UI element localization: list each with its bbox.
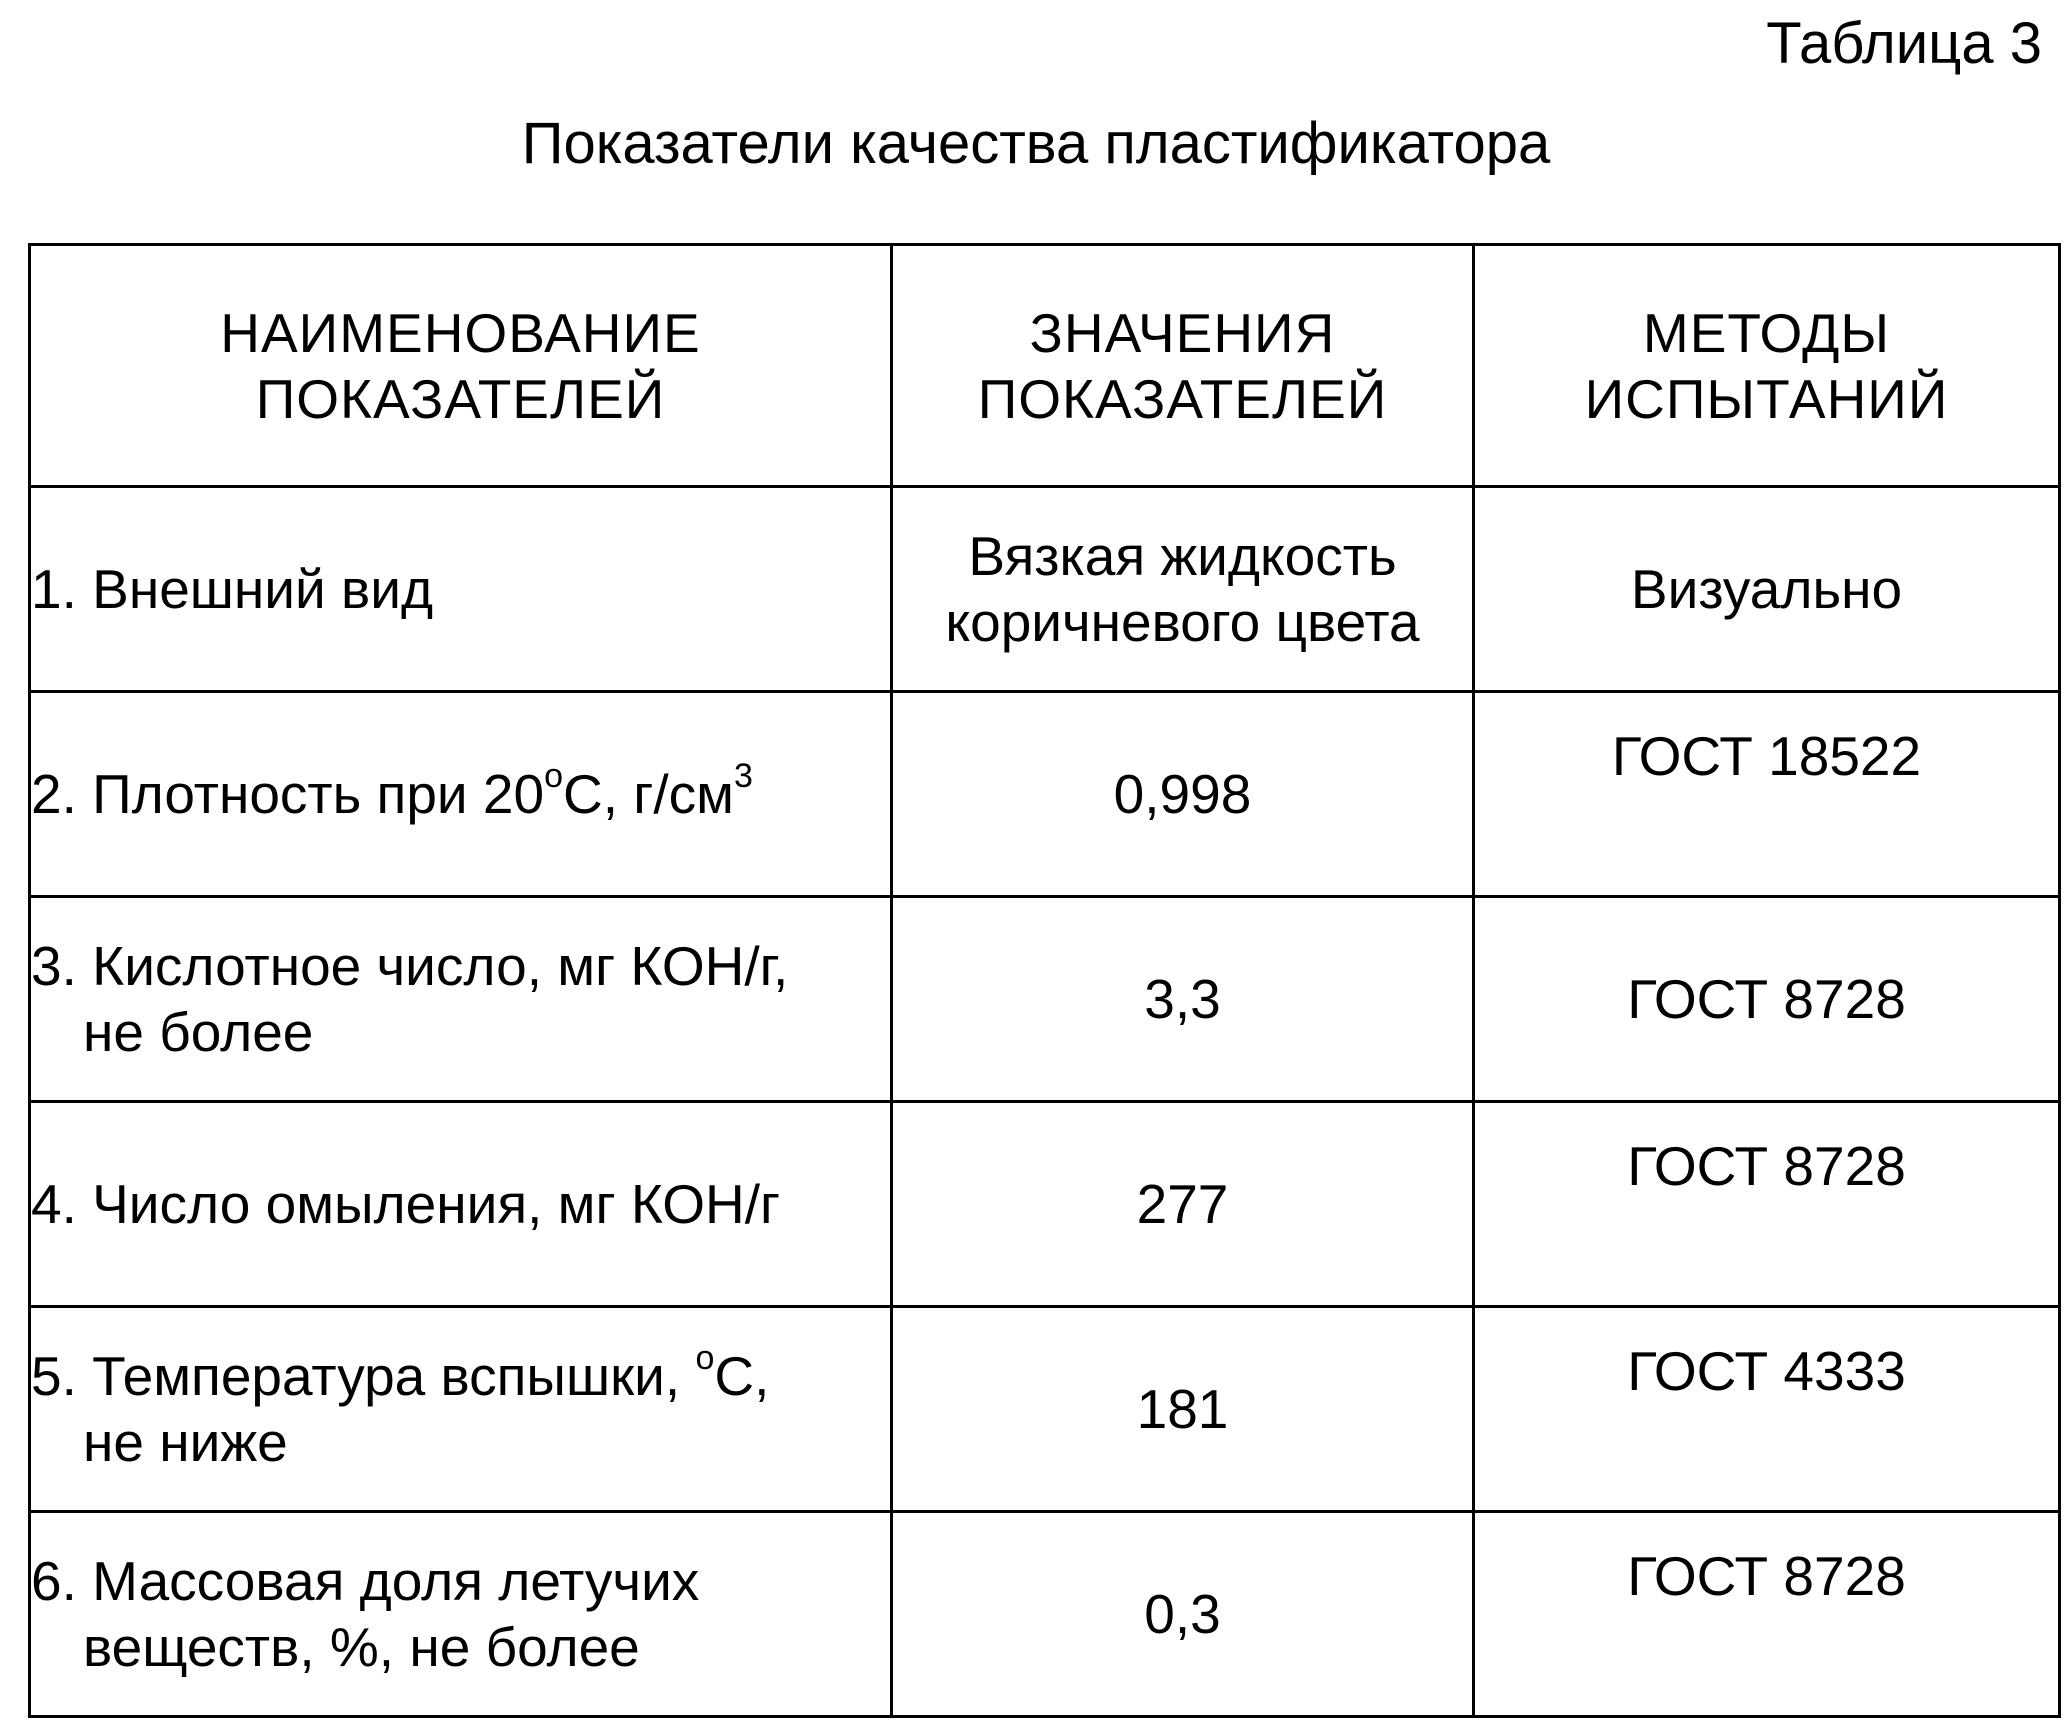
row-6-name-line2: веществ, %, не более	[83, 1616, 640, 1678]
row-4-name-text: 4. Число омыления, мг КОН/г	[31, 1173, 781, 1235]
row-1-value	[892, 487, 1474, 692]
header-indicator-name-line1: НАИМЕНОВАНИЕ	[220, 301, 701, 364]
row-4-method-text: ГОСТ 8728	[1627, 1135, 1906, 1197]
row-2-name-text-a: 2. Плотность при 20	[31, 763, 545, 825]
header-indicator-value-line2: ПОКАЗАТЕЛЕЙ	[977, 367, 1388, 430]
row-2-method-text: ГОСТ 18522	[1611, 725, 1922, 787]
row-2-value	[892, 692, 1474, 897]
row-6-name	[30, 1512, 892, 1717]
row-6-method	[1474, 1512, 2060, 1717]
header-indicator-name-line2: ПОКАЗАТЕЛЕЙ	[255, 367, 666, 430]
row-3-name-line2: не более	[83, 1001, 314, 1063]
row-1-value-line2: коричневого цвета	[945, 591, 1420, 653]
row-2-method	[1474, 692, 2060, 897]
degree-sign: o	[544, 757, 564, 795]
cube-superscript: 3	[733, 757, 753, 795]
table-header-row	[30, 245, 2060, 487]
row-5-method	[1474, 1307, 2060, 1512]
table-row	[30, 1307, 2060, 1512]
row-6-value-text: 0,3	[1144, 1583, 1221, 1645]
row-3-method	[1474, 897, 2060, 1102]
header-test-methods-line2: ИСПЫТАНИЙ	[1584, 367, 1949, 430]
row-2-name-text-b: C, г/см	[563, 763, 734, 825]
row-4-value	[892, 1102, 1474, 1307]
row-3-value-text: 3,3	[1144, 968, 1221, 1030]
row-5-name	[30, 1307, 892, 1512]
row-2-name	[30, 692, 892, 897]
row-3-value	[892, 897, 1474, 1102]
row-1-name	[30, 487, 892, 692]
row-1-value-line1: Вязкая жидкость	[968, 525, 1397, 587]
header-test-methods	[1474, 245, 2060, 487]
header-indicator-name	[30, 245, 892, 487]
row-5-method-text: ГОСТ 4333	[1627, 1340, 1906, 1402]
table-title: Показатели качества пластификатора	[521, 111, 1551, 176]
row-6-method-text: ГОСТ 8728	[1627, 1545, 1906, 1607]
row-1-method-text: Визуально	[1630, 558, 1903, 620]
table-number-label: Таблица 3	[1766, 11, 2042, 76]
row-2-value-text: 0,998	[1113, 763, 1252, 825]
header-test-methods-line1: МЕТОДЫ	[1642, 301, 1891, 364]
row-3-name-line1: 3. Кислотное число, мг КОН/г,	[31, 935, 789, 997]
header-indicator-value-line1: ЗНАЧЕНИЯ	[1029, 301, 1336, 364]
table-row	[30, 1102, 2060, 1307]
table-row	[30, 487, 2060, 692]
row-5-name-line2: не ниже	[83, 1411, 288, 1473]
table-row	[30, 692, 2060, 897]
row-1-method	[1474, 487, 2060, 692]
table-row	[30, 1512, 2060, 1717]
row-5-name-text-a: 5. Температура вспышки,	[31, 1345, 696, 1407]
row-3-name	[30, 897, 892, 1102]
quality-table	[28, 243, 2061, 1718]
table-row	[30, 897, 2060, 1102]
row-4-name	[30, 1102, 892, 1307]
row-4-value-text: 277	[1136, 1173, 1229, 1235]
row-3-method-text: ГОСТ 8728	[1627, 968, 1906, 1030]
row-4-method	[1474, 1102, 2060, 1307]
degree-sign: o	[695, 1339, 715, 1377]
row-5-value-text: 181	[1136, 1378, 1229, 1440]
row-6-value	[892, 1512, 1474, 1717]
row-5-value	[892, 1307, 1474, 1512]
header-indicator-value	[892, 245, 1474, 487]
row-6-name-line1: 6. Массовая доля летучих	[31, 1550, 700, 1612]
row-5-name-text-b: C,	[714, 1345, 770, 1407]
row-1-name-text: 1. Внешний вид	[31, 558, 434, 620]
